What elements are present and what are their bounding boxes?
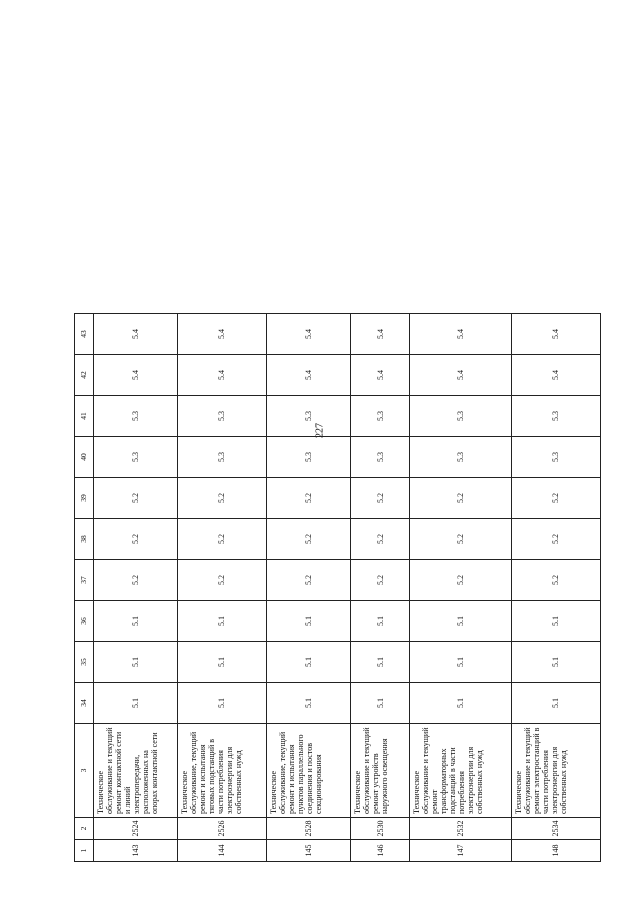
value-cell: 5.4 — [93, 355, 177, 396]
row-number-cell: 147 — [410, 840, 511, 862]
value-cell: 5.1 — [93, 642, 177, 683]
value-cell: 5.2 — [266, 478, 350, 519]
table-row — [93, 314, 177, 862]
value-cell: 5.1 — [350, 683, 409, 724]
table-row — [266, 314, 350, 862]
value-cell: 5.2 — [93, 519, 177, 560]
value-cell: 5.2 — [266, 519, 350, 560]
code-cell: 2526 — [177, 818, 266, 840]
row-number-cell: 146 — [350, 840, 409, 862]
value-cell: 5.2 — [93, 560, 177, 601]
value-cell: 5.2 — [177, 519, 266, 560]
description-cell: Техническое обслуживание и текущий ремонт трансформаторных подстанций в части потребления электроэнергии для собственных нужд — [410, 724, 511, 818]
row-number-cell: 143 — [93, 840, 177, 862]
page-number: 227 — [314, 423, 326, 438]
value-cell: 5.3 — [266, 396, 350, 437]
value-cell: 5.2 — [511, 478, 600, 519]
header-cell: 40 — [75, 437, 94, 478]
value-cell: 5.2 — [177, 478, 266, 519]
value-cell: 5.1 — [177, 642, 266, 683]
value-cell: 5.3 — [177, 396, 266, 437]
value-cell: 5.1 — [266, 601, 350, 642]
header-cell: 1 — [75, 840, 94, 862]
value-cell: 5.1 — [93, 683, 177, 724]
value-cell: 5.3 — [266, 437, 350, 478]
table-row — [410, 314, 511, 862]
header-cell: 36 — [75, 601, 94, 642]
header-cell: 2 — [75, 818, 94, 840]
row-number-cell: 148 — [511, 840, 600, 862]
value-cell: 5.1 — [511, 683, 600, 724]
value-cell: 5.4 — [177, 355, 266, 396]
value-cell: 5.3 — [511, 396, 600, 437]
header-cell: 43 — [75, 314, 94, 355]
code-cell: 2528 — [266, 818, 350, 840]
value-cell: 5.3 — [410, 437, 511, 478]
value-cell: 5.1 — [410, 601, 511, 642]
value-cell: 5.3 — [177, 437, 266, 478]
description-cell: Техническое обслуживание, текущий ремонт и испытания пунктов параллельного соединения и постов секционирования — [266, 724, 350, 818]
value-cell: 5.1 — [511, 642, 600, 683]
description-cell: Техническое обслуживание, текущий ремонт и испытания тяговых подстанций в части потребления электроэнергии для собственных нужд — [177, 724, 266, 818]
header-cell: 38 — [75, 519, 94, 560]
value-cell: 5.4 — [266, 314, 350, 355]
value-cell: 5.2 — [266, 560, 350, 601]
rotated-table-container — [74, 314, 601, 862]
value-cell: 5.2 — [350, 519, 409, 560]
value-cell: 5.4 — [177, 314, 266, 355]
header-cell: 34 — [75, 683, 94, 724]
header-cell: 42 — [75, 355, 94, 396]
value-cell: 5.1 — [177, 601, 266, 642]
value-cell: 5.2 — [350, 560, 409, 601]
value-cell: 5.2 — [511, 519, 600, 560]
value-cell: 5.2 — [93, 478, 177, 519]
value-cell: 5.3 — [511, 437, 600, 478]
table-row — [177, 314, 266, 862]
header-cell: 35 — [75, 642, 94, 683]
value-cell: 5.1 — [266, 642, 350, 683]
row-number-cell: 144 — [177, 840, 266, 862]
value-cell: 5.1 — [177, 683, 266, 724]
value-cell: 5.2 — [410, 519, 511, 560]
value-cell: 5.4 — [93, 314, 177, 355]
value-cell: 5.3 — [350, 396, 409, 437]
code-cell: 2532 — [410, 818, 511, 840]
value-cell: 5.1 — [511, 601, 600, 642]
code-cell: 2524 — [93, 818, 177, 840]
description-cell: Техническое обслуживание и текущий ремонт электростанций в части потребления электроэнергии для собственных нужд — [511, 724, 600, 818]
value-cell: 5.2 — [410, 560, 511, 601]
value-cell: 5.2 — [511, 560, 600, 601]
header-row — [75, 314, 94, 862]
value-cell: 5.4 — [266, 355, 350, 396]
table-row — [350, 314, 409, 862]
data-table — [74, 313, 601, 862]
value-cell: 5.2 — [350, 478, 409, 519]
value-cell: 5.1 — [410, 642, 511, 683]
table-row — [511, 314, 600, 862]
code-cell: 2530 — [350, 818, 409, 840]
value-cell: 5.2 — [410, 478, 511, 519]
value-cell: 5.4 — [350, 314, 409, 355]
code-cell: 2534 — [511, 818, 600, 840]
header-cell: 37 — [75, 560, 94, 601]
value-cell: 5.1 — [266, 683, 350, 724]
value-cell: 5.1 — [93, 601, 177, 642]
value-cell: 5.4 — [350, 355, 409, 396]
value-cell: 5.4 — [410, 314, 511, 355]
value-cell: 5.1 — [350, 642, 409, 683]
header-cell: 41 — [75, 396, 94, 437]
value-cell: 5.1 — [350, 601, 409, 642]
value-cell: 5.4 — [410, 355, 511, 396]
header-cell: 39 — [75, 478, 94, 519]
row-number-cell: 145 — [266, 840, 350, 862]
description-cell: Техническое обслуживание и текущий ремонт устройств наружного освещения — [350, 724, 409, 818]
value-cell: 5.3 — [350, 437, 409, 478]
description-cell: Техническое обслуживание и текущий ремонт контактной сети и линий электропередачи, расположенных на опорах контактной сети — [93, 724, 177, 818]
value-cell: 5.4 — [511, 355, 600, 396]
value-cell: 5.4 — [511, 314, 600, 355]
value-cell: 5.2 — [177, 560, 266, 601]
value-cell: 5.3 — [410, 396, 511, 437]
header-cell: 3 — [75, 724, 94, 818]
value-cell: 5.3 — [93, 396, 177, 437]
value-cell: 5.1 — [410, 683, 511, 724]
value-cell: 5.3 — [93, 437, 177, 478]
